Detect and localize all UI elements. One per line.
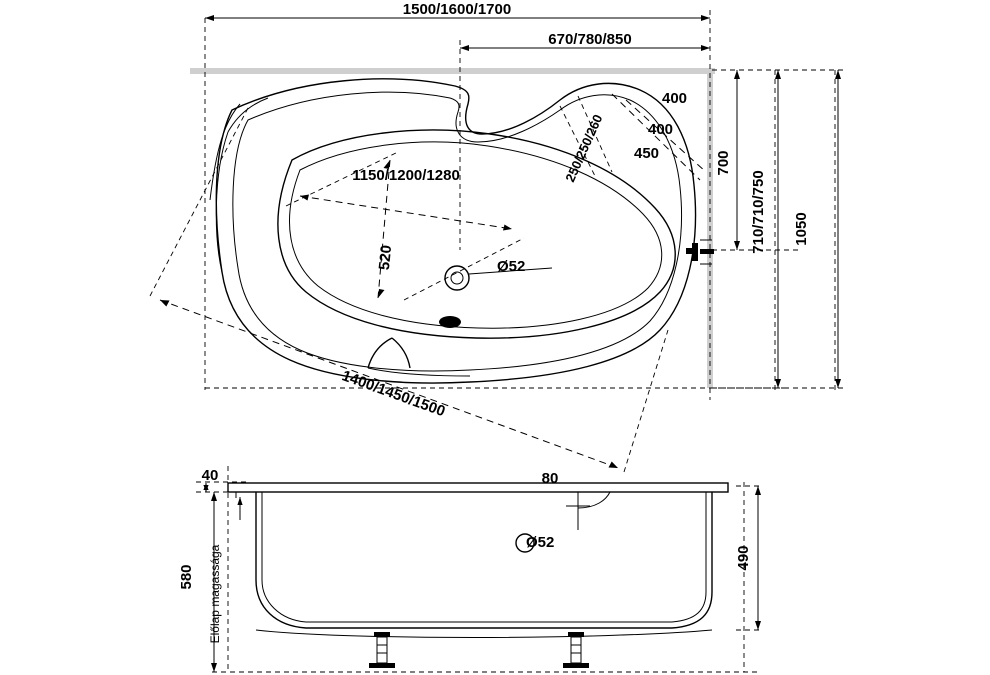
- tub-bowl-top: [278, 130, 675, 338]
- dim-front-total-height-label: 580: [178, 564, 195, 590]
- dim-front-rim-thickness-label: 40: [201, 467, 219, 484]
- dim-front-rim-thickness: [203, 483, 208, 492]
- dim-right-group: [775, 70, 781, 388]
- dim-front-inner-height-label: 490: [735, 545, 752, 571]
- dim-right-700-label: 700: [715, 150, 732, 176]
- corner-250-label: 250/250/260: [562, 112, 606, 185]
- corner-450-label: 450: [634, 145, 660, 162]
- front-rim: [228, 483, 728, 492]
- overflow-outlet: [439, 316, 461, 328]
- tub-outline-front: [236, 492, 712, 638]
- front-right-notch: [566, 492, 610, 530]
- dim-front-inner-height: [755, 486, 761, 630]
- wall-band-horizontal: [190, 68, 715, 74]
- front-panel-height-label: Előlap magassága: [208, 544, 222, 644]
- corner-400b-label: 400: [648, 121, 674, 138]
- dim-diagonal-label: 1400/1450/1500: [339, 367, 448, 421]
- dim-offset-width-label: 670/780/850: [548, 31, 632, 48]
- dim-overall-width-label: 1500/1600/1700: [402, 1, 512, 18]
- front-view-witness-lines: [196, 466, 760, 672]
- dim-front-mid-label: 80: [541, 470, 559, 487]
- dim-right-total: [835, 70, 841, 388]
- dim-inner-width-label: 520: [375, 244, 396, 271]
- front-drain-diameter-label: Ø52: [526, 534, 555, 551]
- drain-diameter-label: Ø52: [497, 258, 526, 275]
- dim-right-700: [734, 70, 740, 250]
- dim-right-group-label: 710/710/750: [750, 170, 767, 254]
- drain-top: [445, 266, 469, 290]
- dim-inner-length-label: 1150/1200/1280: [352, 167, 460, 184]
- corner-400a-label: 400: [662, 90, 688, 107]
- dim-right-total-label: 1050: [793, 212, 810, 246]
